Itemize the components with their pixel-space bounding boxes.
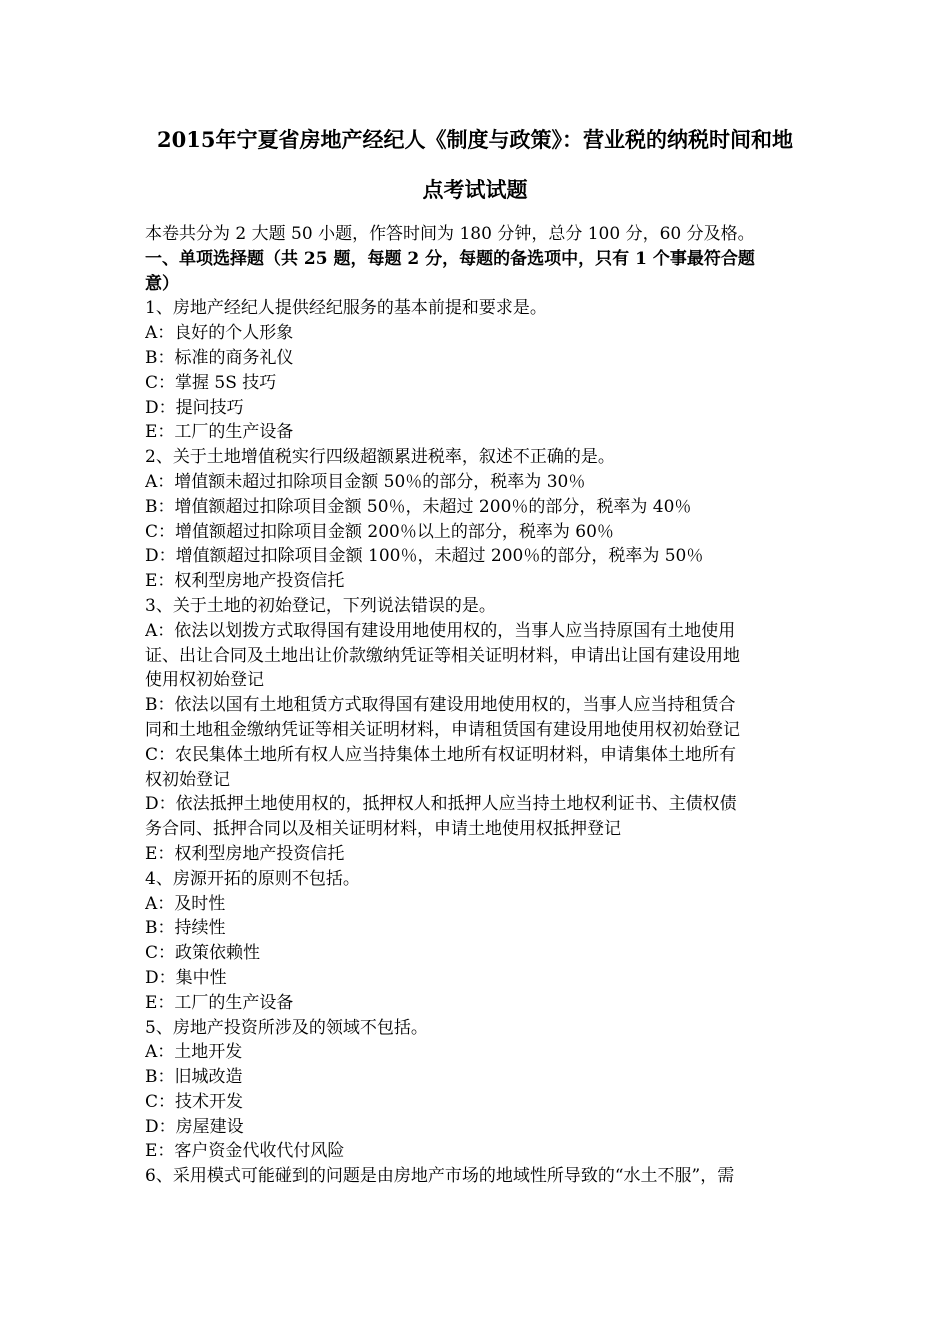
question-5-option-b: B：旧城改造 xyxy=(145,1067,243,1088)
question-2-stem: 2、关于土地增值税实行四级超额累进税率，叙述不正确的是。 xyxy=(145,447,615,468)
question-4-option-a: A：及时性 xyxy=(145,893,226,914)
document-title-line-2: 点考试试题 xyxy=(422,177,528,202)
question-4-option-d: D：集中性 xyxy=(145,967,227,988)
exam-intro: 本卷共分为 2 大题 50 小题，作答时间为 180 分钟，总分 100 分，60 分及格。 xyxy=(145,224,755,244)
question-4-option-e: E：工厂的生产设备 xyxy=(145,992,294,1013)
question-5-stem: 5、房地产投资所涉及的领域不包括。 xyxy=(145,1017,428,1038)
question-1-option-e: E：工厂的生产设备 xyxy=(145,422,294,443)
section-heading-line-2: 意） xyxy=(145,273,179,294)
section-heading-line-1: 一、单项选择题（共 25 题，每题 2 分，每题的备选项中，只有 1 个事最符合题 xyxy=(145,248,755,269)
question-3-option-c-line-1: C：农民集体土地所有权人应当持集体土地所有权证明材料，申请集体土地所有 xyxy=(145,744,737,765)
question-5-option-e: E：客户资金代收代付风险 xyxy=(145,1141,345,1162)
question-3-stem: 3、关于土地的初始登记，下列说法错误的是。 xyxy=(145,595,496,616)
question-4-option-b: B：持续性 xyxy=(145,918,226,939)
question-3-option-b-line-1: B：依法以国有土地租赁方式取得国有建设用地使用权的，当事人应当持租赁合 xyxy=(145,695,736,716)
question-5-option-c: C：技术开发 xyxy=(145,1091,244,1112)
question-4-stem: 4、房源开拓的原则不包括。 xyxy=(145,868,360,889)
question-4-option-c: C：政策依赖性 xyxy=(145,943,261,964)
question-2-option-c: C：增值额超过扣除项目金额 200％以上的部分，税率为 60％ xyxy=(145,521,614,542)
question-1-option-d: D：提问技巧 xyxy=(145,397,244,418)
question-3-option-a-line-3: 使用权初始登记 xyxy=(145,670,264,691)
question-2-option-d: D：增值额超过扣除项目金额 100％，未超过 200％的部分，税率为 50％ xyxy=(145,546,704,567)
document-title-line-1: 2015年宁夏省房地产经纪人《制度与政策》：营业税的纳税时间和地 xyxy=(157,127,793,152)
question-3-option-b-line-2: 同和土地租金缴纳凭证等相关证明材料，申请租赁国有建设用地使用权初始登记 xyxy=(145,719,740,740)
question-6-stem: 6、采用模式可能碰到的问题是由房地产市场的地域性所导致的“水土不服”，需 xyxy=(145,1166,735,1187)
question-2-option-e: E：权利型房地产投资信托 xyxy=(145,571,345,592)
question-3-option-d-line-2: 务合同、抵押合同以及相关证明材料，申请土地使用权抵押登记 xyxy=(145,819,621,840)
question-5-option-a: A：土地开发 xyxy=(145,1042,243,1063)
question-2-option-a: A：增值额未超过扣除项目金额 50％的部分，税率为 30％ xyxy=(145,471,586,492)
question-1-option-c: C：掌握 5S 技巧 xyxy=(145,372,277,393)
question-3-option-e: E：权利型房地产投资信托 xyxy=(145,843,345,864)
document-body xyxy=(145,222,810,1189)
question-5-option-d: D：房屋建设 xyxy=(145,1116,244,1137)
question-3-option-d-line-1: D：依法抵押土地使用权的，抵押权人和抵押人应当持土地权利证书、主债权债 xyxy=(145,794,737,815)
question-1-option-b: B：标准的商务礼仪 xyxy=(145,347,294,368)
question-2-option-b: B：增值额超过扣除项目金额 50％，未超过 200％的部分，税率为 40％ xyxy=(145,496,692,517)
question-3-option-c-line-2: 权初始登记 xyxy=(145,769,230,790)
question-1-option-a: A：良好的个人形象 xyxy=(145,323,294,344)
question-3-option-a-line-2: 证、出让合同及土地出让价款缴纳凭证等相关证明材料，申请出让国有建设用地 xyxy=(145,645,740,666)
question-3-option-a-line-1: A：依法以划拨方式取得国有建设用地使用权的，当事人应当持原国有土地使用 xyxy=(145,620,736,641)
question-1-stem: 1、房地产经纪人提供经纪服务的基本前提和要求是。 xyxy=(145,298,547,319)
